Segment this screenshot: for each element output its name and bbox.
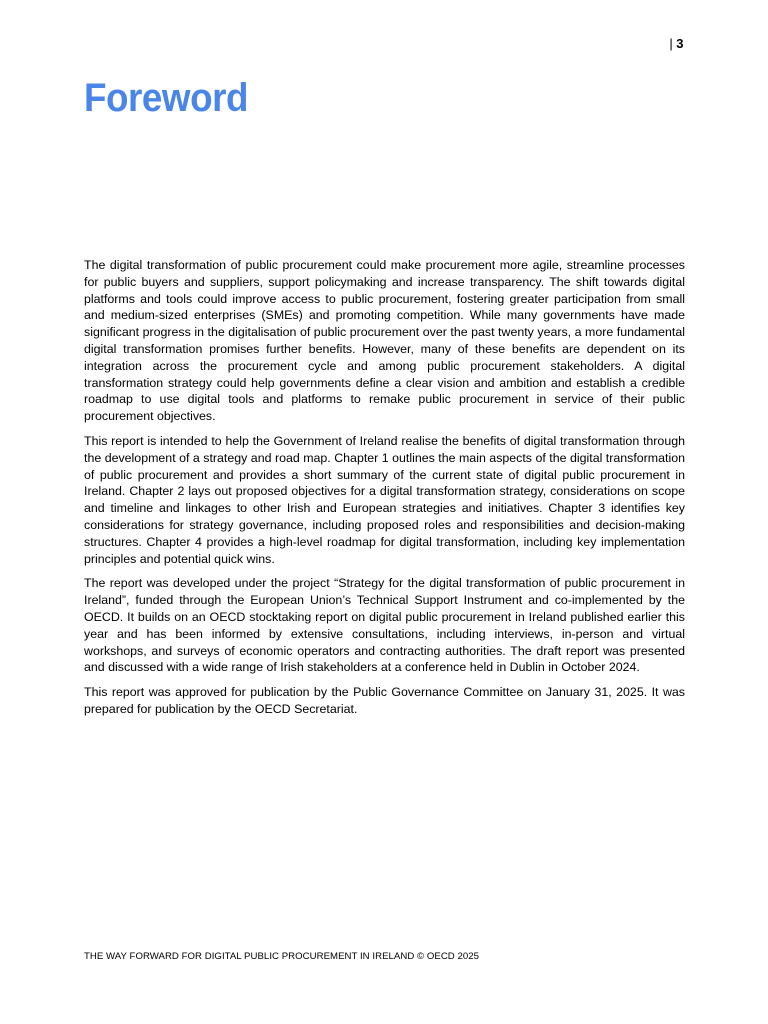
body-text <box>84 257 685 726</box>
page-footer: THE WAY FORWARD FOR DIGITAL PUBLIC PROCUREMENT IN IRELAND © OECD 2025 <box>84 951 480 962</box>
paragraph: This report was approved for publication by the Public Governance Committee on January 31, 2025. It was prepared for publication by the OECD Secretariat. <box>84 685 685 716</box>
paragraph: The digital transformation of public procurement could make procurement more agile, streamline processes for public buyers and suppliers, support policymaking and increase transparency. The shift towards digital platforms and tools could improve access to public procurement, fostering greater participation from small and medium-sized enterprises (SMEs) and promoting competition. While many governments have made significant progress in the digitalisation of public procurement over the past twenty years, a more fundamental digital transformation promises further benefits. However, many of these benefits are dependent on its integration across the procurement cycle and among public procurement stakeholders. A digital transformation strategy could help governments define a clear vision and ambition and establish a credible roadmap to use digital tools and platforms to remake public procurement in service of their public procurement objectives. <box>84 258 685 424</box>
page-number <box>669 36 684 51</box>
page-number-separator: | <box>669 36 674 51</box>
paragraph: The report was developed under the project “Strategy for the digital transformation of public procurement in Ireland”, funded through the European Union’s Technical Support Instrument and co-implemented by the OECD. It builds on an OECD stocktaking report on digital public procurement in Ireland published earlier this year and has been informed by extensive consultations, including interviews, in-person and virtual workshops, and surveys of economic operators and contracting authorities. The draft report was presented and discussed with a wide range of Irish stakeholders at a conference held in Dublin in October 2024. <box>84 576 685 675</box>
page-number-value: 3 <box>676 36 684 51</box>
page-title: Foreword <box>84 76 248 120</box>
paragraph: This report is intended to help the Government of Ireland realise the benefits of digital transformation through the development of a strategy and road map. Chapter 1 outlines the main aspects of the digital transformation of public procurement and provides a short summary of the current state of digital public procurement in Ireland. Chapter 2 lays out proposed objectives for a digital transformation strategy, considerations on scope and timeline and linkages to other Irish and European strategies and initiatives. Chapter 3 identifies key considerations for strategy governance, including proposed roles and responsibilities and decision-making structures. Chapter 4 provides a high-level roadmap for digital transformation, including key implementation principles and potential quick wins. <box>84 433 685 566</box>
